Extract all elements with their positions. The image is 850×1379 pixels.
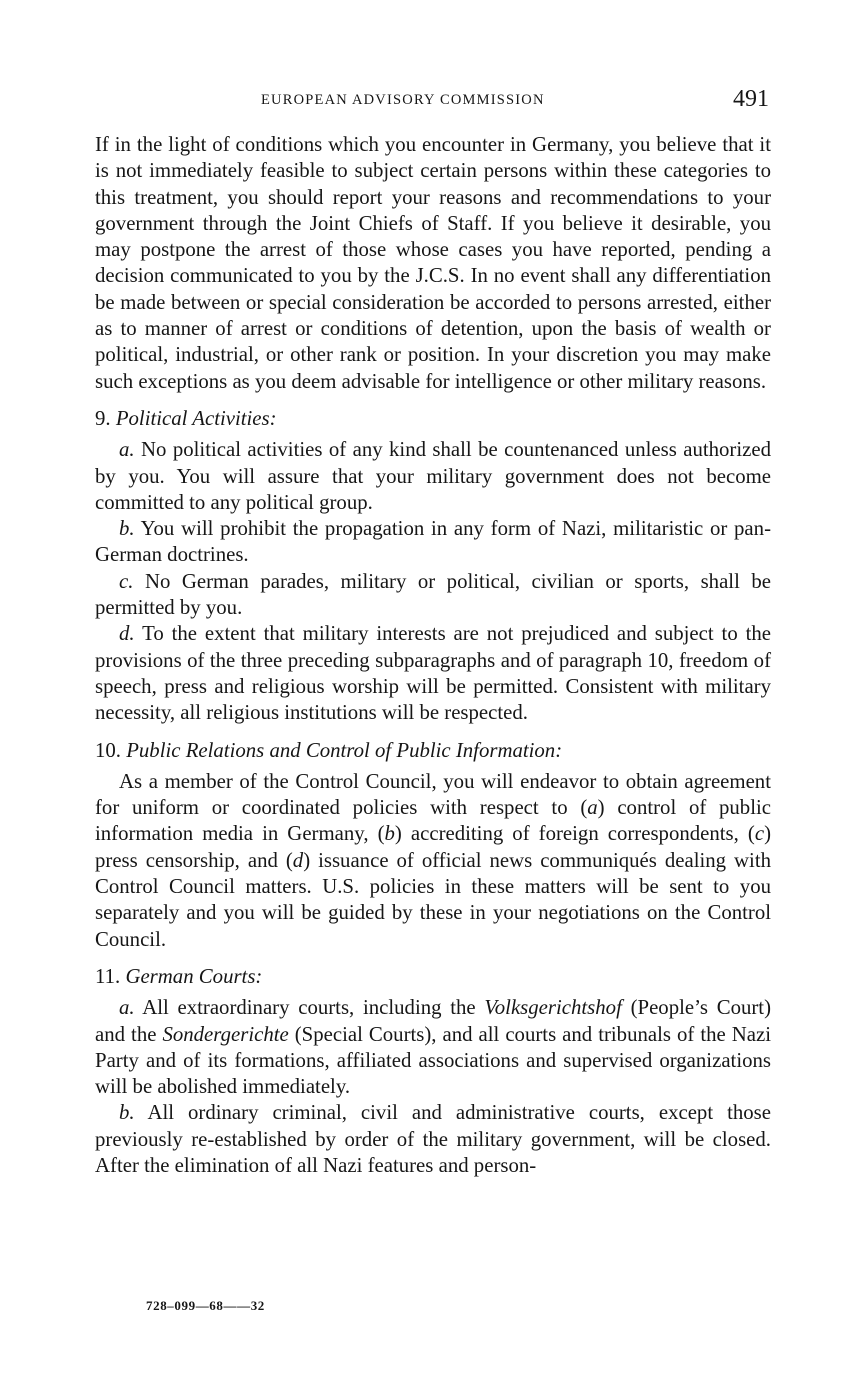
section-11-heading <box>95 964 771 990</box>
section-title: Political Activities: <box>115 406 277 430</box>
section-title: German Courts: <box>125 964 263 988</box>
document-body <box>95 132 771 1179</box>
document-page <box>95 86 771 1179</box>
section-number: 10. <box>95 738 121 762</box>
text-run: ) control of public information media in Germany, ( <box>95 796 771 846</box>
item-text: To the extent that military interests are not prejudiced and subject to the provisions of the three preceding subparagraphs and of paragraph 10, freedom of speech, press and religious worship will be permitted. Consistent with military necessity, all religious institutions will be respected. <box>95 622 771 725</box>
paragraph-11b <box>95 1100 771 1179</box>
text-run: All extraordinary courts, including the <box>142 996 485 1020</box>
section-number: 9. <box>95 406 111 430</box>
item-text: No political activities of any kind shall be countenanced unless authorized by you. You will assure that your military government does not become committed to any political group. <box>95 438 771 514</box>
section-9-heading <box>95 406 771 432</box>
court-name: Sondergerichte <box>162 1022 289 1046</box>
item-text: You will prohibit the propagation in any form of Nazi, militaristic or pan-German doctrines. <box>95 517 771 567</box>
item-text: No German parades, military or political, civilian or sports, shall be permitted by you. <box>95 569 771 620</box>
print-code: 728–099—68——32 <box>146 1298 265 1313</box>
court-name: Volksgerichtshof <box>484 996 622 1020</box>
paragraph-9a <box>95 437 771 516</box>
text-run: (Special Courts), and all courts and tribunals of the Nazi Party and of its formations, affiliated associations and supervised organizations will be abolished immediately. <box>95 1022 771 1099</box>
enum-letter: b <box>384 822 395 846</box>
item-label: b. <box>119 1101 135 1125</box>
item-label: c. <box>119 569 134 593</box>
text-run: ) accrediting of foreign correspondents, ( <box>394 822 755 846</box>
enum-letter: c <box>754 822 765 846</box>
text-run: ) issuance of official news communiqués dealing with Control Council matters. U.S. policies in these matters will be sent to you separately and you will be guided by these in your negotiations on the Control Council. <box>95 848 772 951</box>
section-10-heading <box>95 738 771 764</box>
paragraph-10 <box>95 769 771 953</box>
paragraph-9d <box>95 621 771 726</box>
item-label: b. <box>119 517 135 541</box>
enum-letter: d <box>292 848 304 872</box>
text-run: ) press censorship, and ( <box>95 822 771 872</box>
paragraph-9c <box>95 569 771 622</box>
section-number: 11. <box>95 964 121 988</box>
opening-paragraph: If in the light of conditions which you encounter in Germany, you believe that it is not immediately feasible to subject certain persons within these categories to this treatment, you should report your reasons and recommendations to your government through the Joint Chiefs of Staff. If you believe it desirable, you may postpone the arrest of those whose cases you have reported, pending a decision communicated to you by the J.C.S. In no event shall any differentiation be made between or special consideration be accorded to persons arrested, either as to manner of arrest or conditions of detention, upon the basis of wealth or political, industrial, or other rank or position. In your discretion you may make such exceptions as you deem advisable for intelligence or other military reasons. <box>95 133 771 393</box>
text-run: As a member of the Control Council, you will endeavor to obtain agreement for uniform or coordinated policies with respect to ( <box>95 769 771 820</box>
item-label: a. <box>119 438 135 462</box>
paragraph-9b <box>95 516 771 569</box>
paragraph-11a <box>95 995 771 1100</box>
enum-letter: a <box>587 796 598 820</box>
item-text: All ordinary criminal, civil and administrative courts, except those previously re-established by order of the military government, will be closed. After the elimination of all Nazi features and person- <box>95 1101 771 1177</box>
item-label: a. <box>119 996 135 1020</box>
page-number: 491 <box>733 86 769 112</box>
running-title: EUROPEAN ADVISORY COMMISSION <box>261 92 545 108</box>
text-run: (People’s Court) and the <box>95 996 771 1046</box>
section-title: Public Relations and Control of Public Information: <box>126 738 563 762</box>
item-label: d. <box>119 622 135 646</box>
running-head <box>95 86 771 118</box>
